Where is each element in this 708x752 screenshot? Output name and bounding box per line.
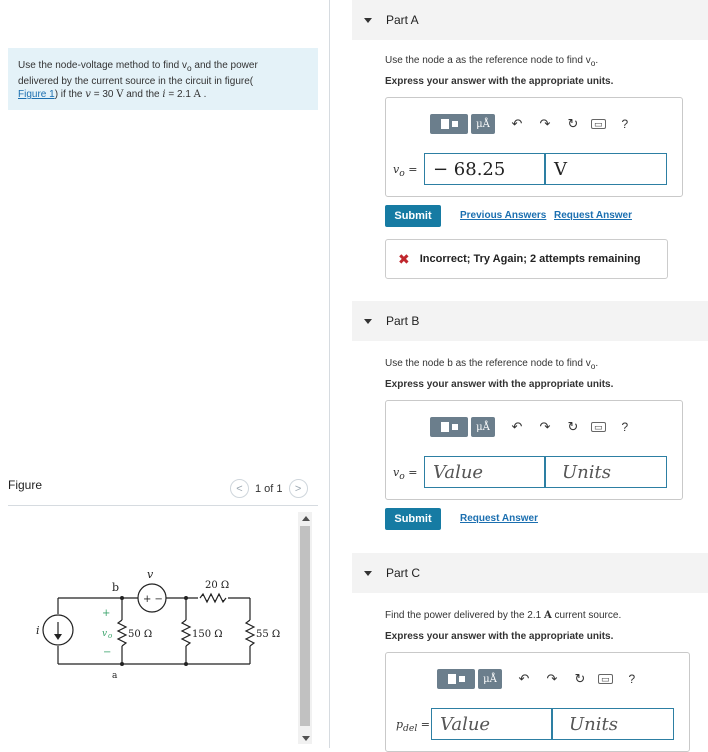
- keyboard-icon[interactable]: ▭: [591, 119, 606, 129]
- part-b-value-field[interactable]: Value: [424, 456, 545, 488]
- part-a-var-label: [393, 163, 417, 179]
- caret-down-icon: [364, 571, 372, 576]
- part-a-instruction: [385, 55, 598, 68]
- scroll-up-icon[interactable]: [302, 516, 310, 521]
- redo-icon[interactable]: ↷: [539, 116, 551, 131]
- template-button[interactable]: [430, 417, 468, 437]
- label-vo-minus: −: [103, 647, 112, 658]
- label-node-b: b: [112, 581, 120, 594]
- var-sub: o: [399, 471, 405, 483]
- problem-text: delivered by the current source in the circuit in figure(: [18, 76, 254, 87]
- reset-icon[interactable]: ↻: [567, 116, 579, 131]
- label-node-a: a: [112, 671, 118, 680]
- template-button[interactable]: [437, 669, 475, 689]
- problem-sub: o: [187, 63, 192, 73]
- problem-unit: V: [116, 89, 124, 100]
- figure-pager: [230, 479, 308, 498]
- var-symbol: v: [393, 466, 400, 479]
- problem-text: ) if the: [54, 89, 86, 100]
- keyboard-icon[interactable]: ▭: [598, 674, 613, 684]
- figure-counter: 1 of 1: [255, 482, 283, 495]
- help-icon[interactable]: ?: [621, 420, 629, 434]
- part-a-header[interactable]: [352, 0, 708, 40]
- part-c-units-field[interactable]: Units: [552, 708, 674, 740]
- part-b-toolbar: [430, 417, 628, 437]
- label-vo-sub: o: [108, 632, 113, 640]
- figure-scroll-thumb[interactable]: [300, 526, 310, 726]
- undo-icon[interactable]: ↶: [511, 419, 523, 434]
- part-a-units-field[interactable]: V: [545, 153, 667, 185]
- part-b-submit-button[interactable]: Submit: [385, 508, 441, 530]
- part-a-submit-button[interactable]: Submit: [385, 205, 441, 227]
- instr-sub: o: [590, 58, 596, 68]
- part-c-express: Express your answer with the appropriate units.: [385, 631, 614, 642]
- problem-unit: A: [193, 89, 201, 100]
- problem-text: Use the node-voltage method to find v: [18, 60, 187, 71]
- instr-unit: A: [543, 610, 552, 621]
- feedback-text: Incorrect; Try Again; 2 attempts remaining: [419, 253, 641, 265]
- units-button[interactable]: μÅ: [471, 114, 495, 134]
- label-src-polarity: + −: [143, 594, 163, 605]
- part-b-units-field[interactable]: Units: [545, 456, 667, 488]
- problem-text: and the power: [191, 60, 258, 71]
- part-a-feedback: [385, 239, 668, 279]
- part-c-title: Part C: [386, 566, 421, 580]
- units-button[interactable]: μÅ: [478, 669, 502, 689]
- part-b-header[interactable]: [352, 301, 708, 341]
- label-vo-plus: +: [102, 608, 111, 619]
- var-eq: =: [404, 163, 418, 176]
- divider: [8, 505, 318, 506]
- template-button[interactable]: [430, 114, 468, 134]
- caret-down-icon: [364, 18, 372, 23]
- label-r55: 55 Ω: [256, 629, 281, 640]
- previous-answers-link[interactable]: Previous Answers: [460, 210, 547, 221]
- label-r150: 150 Ω: [192, 629, 223, 640]
- problem-text: = 30: [90, 89, 117, 100]
- part-b-var-label: [393, 466, 417, 482]
- problem-statement: [8, 48, 318, 110]
- part-c-var-label: [396, 718, 430, 734]
- redo-icon[interactable]: ↷: [539, 419, 551, 434]
- reset-icon[interactable]: ↻: [567, 419, 579, 434]
- help-icon[interactable]: ?: [628, 672, 636, 686]
- caret-down-icon: [364, 319, 372, 324]
- next-figure-button[interactable]: >: [289, 479, 308, 498]
- part-c-toolbar: [437, 669, 635, 689]
- label-i-source: i: [36, 624, 40, 637]
- incorrect-icon: ✖: [398, 250, 410, 267]
- instr-text: Use the node a as the reference node to find v: [385, 55, 591, 66]
- part-a-request-answer-link[interactable]: Request Answer: [554, 210, 632, 221]
- var-eq: =: [417, 718, 430, 731]
- figure-title: Figure: [8, 478, 43, 492]
- part-b-title: Part B: [386, 314, 420, 328]
- part-c-header[interactable]: [352, 553, 708, 593]
- instr-text: Use the node b as the reference node to find v: [385, 358, 591, 369]
- label-r50: 50 Ω: [128, 629, 153, 640]
- undo-icon[interactable]: ↶: [518, 671, 530, 686]
- prev-figure-button[interactable]: <: [230, 479, 249, 498]
- part-c-value-field[interactable]: Value: [431, 708, 552, 740]
- var-symbol: v: [393, 163, 400, 176]
- label-v-source: v: [147, 568, 154, 581]
- var-sub: del: [403, 723, 418, 735]
- problem-text: = 2.1: [165, 89, 194, 100]
- instr-text: .: [595, 55, 599, 66]
- problem-var: i: [162, 89, 166, 100]
- scroll-down-icon[interactable]: [302, 736, 310, 741]
- part-a-title: Part A: [386, 13, 419, 27]
- figure-link[interactable]: Figure 1: [18, 89, 55, 100]
- part-b-instruction: [385, 358, 598, 371]
- instr-text: .: [595, 358, 599, 369]
- label-vo: v: [102, 629, 108, 639]
- part-b-request-answer-link[interactable]: Request Answer: [460, 513, 538, 524]
- part-a-express: Express your answer with the appropriate units.: [385, 76, 614, 87]
- reset-icon[interactable]: ↻: [574, 671, 586, 686]
- var-eq: =: [404, 466, 418, 479]
- redo-icon[interactable]: ↷: [546, 671, 558, 686]
- label-r20: 20 Ω: [205, 580, 230, 591]
- units-button[interactable]: μÅ: [471, 417, 495, 437]
- instr-sub: o: [590, 361, 596, 371]
- var-symbol: p: [396, 718, 404, 731]
- problem-pane: [0, 0, 330, 748]
- part-c-instruction: [385, 610, 621, 621]
- undo-icon[interactable]: ↶: [511, 116, 523, 131]
- circuit-diagram: [30, 560, 290, 680]
- problem-text: and the: [123, 89, 163, 100]
- keyboard-icon[interactable]: ▭: [591, 422, 606, 432]
- problem-text: .: [200, 89, 207, 100]
- part-a-value-field[interactable]: − 68.25: [424, 153, 545, 185]
- var-sub: o: [399, 168, 405, 180]
- instr-text: current source.: [551, 610, 622, 621]
- part-b-express: Express your answer with the appropriate units.: [385, 379, 614, 390]
- part-a-toolbar: [430, 114, 628, 134]
- help-icon[interactable]: ?: [621, 117, 629, 131]
- instr-text: Find the power delivered by the 2.1: [385, 610, 544, 621]
- problem-var: v: [85, 89, 91, 100]
